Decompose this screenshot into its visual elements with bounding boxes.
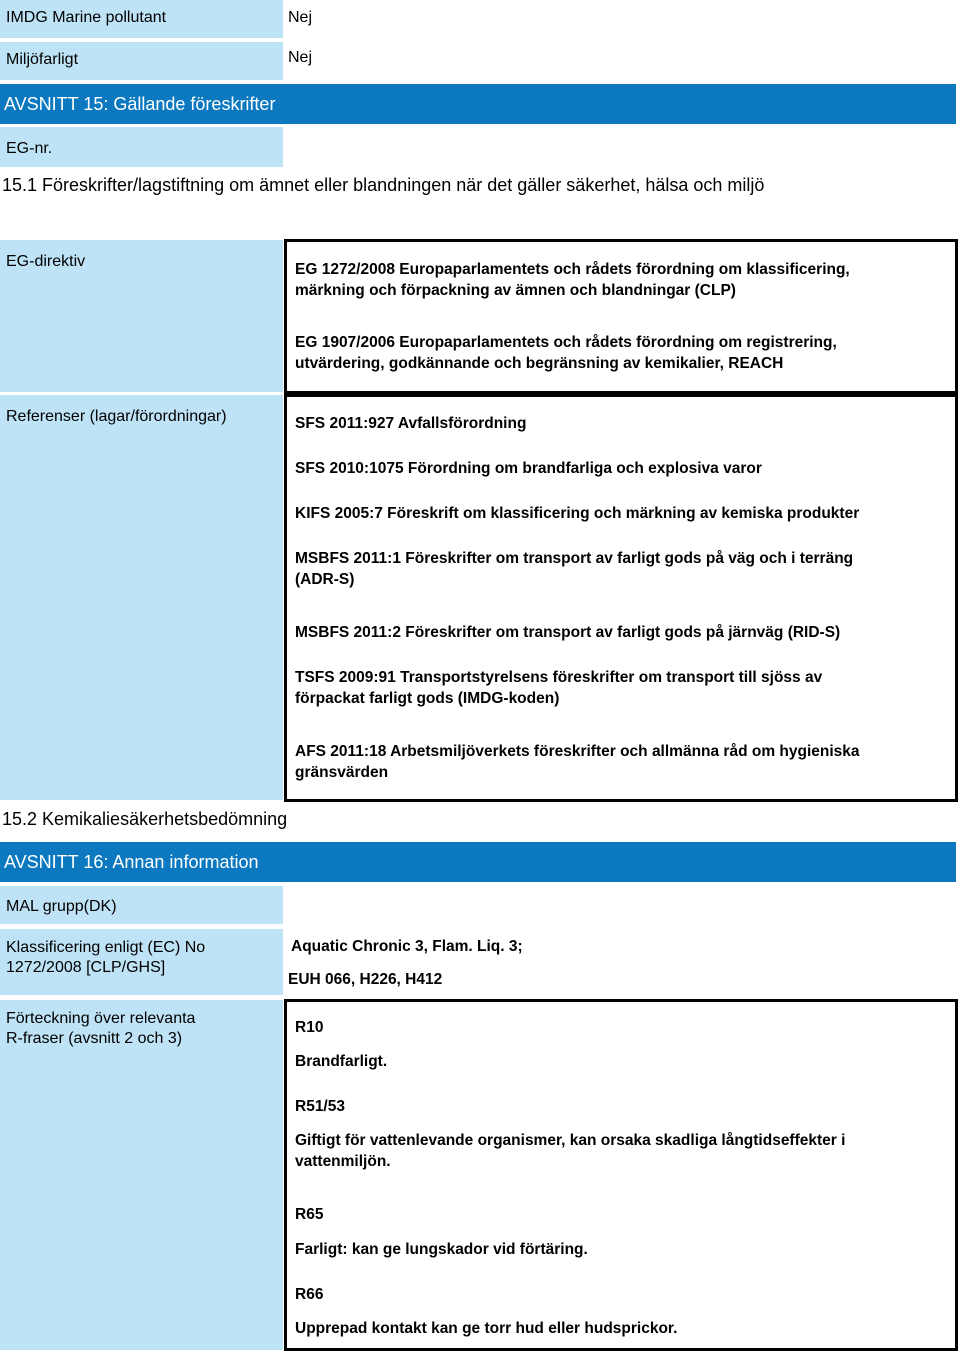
referens-item: MSBFS 2011:2 Föreskrifter om transport av farligt gods på järnväg (RID-S) bbox=[295, 624, 841, 641]
r-fras-code: R65 bbox=[295, 1206, 324, 1223]
referens-item: SFS 2010:1075 Förordning om brandfarliga och explosiva varor bbox=[295, 460, 762, 477]
label-eg-direktiv: EG-direktiv bbox=[0, 240, 283, 392]
section-16-header: AVSNITT 16: Annan information bbox=[0, 842, 956, 882]
value-klassificering-2: EUH 066, H226, H412 bbox=[288, 971, 443, 988]
value-miljofarligt: Nej bbox=[288, 49, 313, 66]
r-fras-text: Upprepad kontakt kan ge torr hud eller hudsprickor. bbox=[295, 1320, 678, 1337]
label-referenser: Referenser (lagar/förordningar) bbox=[0, 395, 283, 800]
r-fras-text: Brandfarligt. bbox=[295, 1053, 388, 1070]
referens-item: AFS 2011:18 Arbetsmiljöverkets föreskrifter och allmänna råd om hygieniska gränsvärden bbox=[295, 743, 860, 781]
label-r-fraser: Förteckning över relevanta R-fraser (avsnitt 2 och 3) bbox=[0, 1000, 283, 1350]
referens-item: SFS 2011:927 Avfallsförordning bbox=[295, 415, 527, 432]
value-klassificering-1: Aquatic Chronic 3, Flam. Liq. 3; bbox=[291, 938, 523, 955]
section-15-header: AVSNITT 15: Gällande föreskrifter bbox=[0, 84, 956, 124]
referens-item: KIFS 2005:7 Föreskrift om klassificering och märkning av kemiska produkter bbox=[295, 505, 860, 522]
r-fras-text: Farligt: kan ge lungskador vid förtäring. bbox=[295, 1241, 588, 1258]
eg-direktiv-box bbox=[284, 239, 958, 394]
value-imdg-marine-pollutant: Nej bbox=[288, 9, 313, 26]
eg-direktiv-item: EG 1907/2006 Europaparlamentets och rådets förordning om registrering, utvärdering, godkännande och begränsning av kemikalier, REACH bbox=[295, 334, 837, 372]
label-miljofarligt: Miljöfarligt bbox=[0, 42, 283, 80]
r-fras-code: R66 bbox=[295, 1286, 324, 1303]
subheading-15-1: 15.1 Föreskrifter/lagstiftning om ämnet eller blandningen när det gäller säkerhet, hälsa och miljö bbox=[2, 175, 765, 195]
referens-item: TSFS 2009:91 Transportstyrelsens föreskrifter om transport till sjöss av förpackat farligt gods (IMDG-koden) bbox=[295, 669, 823, 707]
subheading-15-2: 15.2 Kemikaliesäkerhetsbedömning bbox=[2, 809, 288, 829]
eg-direktiv-item: EG 1272/2008 Europaparlamentets och rådets förordning om klassificering, märkning och förpackning av ämnen och blandningar (CLP) bbox=[295, 261, 850, 299]
r-fras-code: R10 bbox=[295, 1019, 324, 1036]
referenser-box bbox=[284, 394, 958, 802]
label-klassificering: Klassificering enligt (EC) No 1272/2008 [CLP/GHS] bbox=[0, 929, 283, 995]
label-eg-nr: EG-nr. bbox=[0, 127, 283, 167]
r-fras-text: Giftigt för vattenlevande organismer, kan orsaka skadliga långtidseffekter i vattenmiljön. bbox=[295, 1132, 846, 1170]
referens-item: MSBFS 2011:1 Föreskrifter om transport av farligt gods på väg och i terräng (ADR-S) bbox=[295, 550, 854, 588]
label-imdg-marine-pollutant: IMDG Marine pollutant bbox=[0, 0, 283, 38]
label-mal-grupp: MAL grupp(DK) bbox=[0, 886, 283, 924]
r-fras-code: R51/53 bbox=[295, 1098, 345, 1115]
r-fraser-box bbox=[284, 999, 958, 1351]
